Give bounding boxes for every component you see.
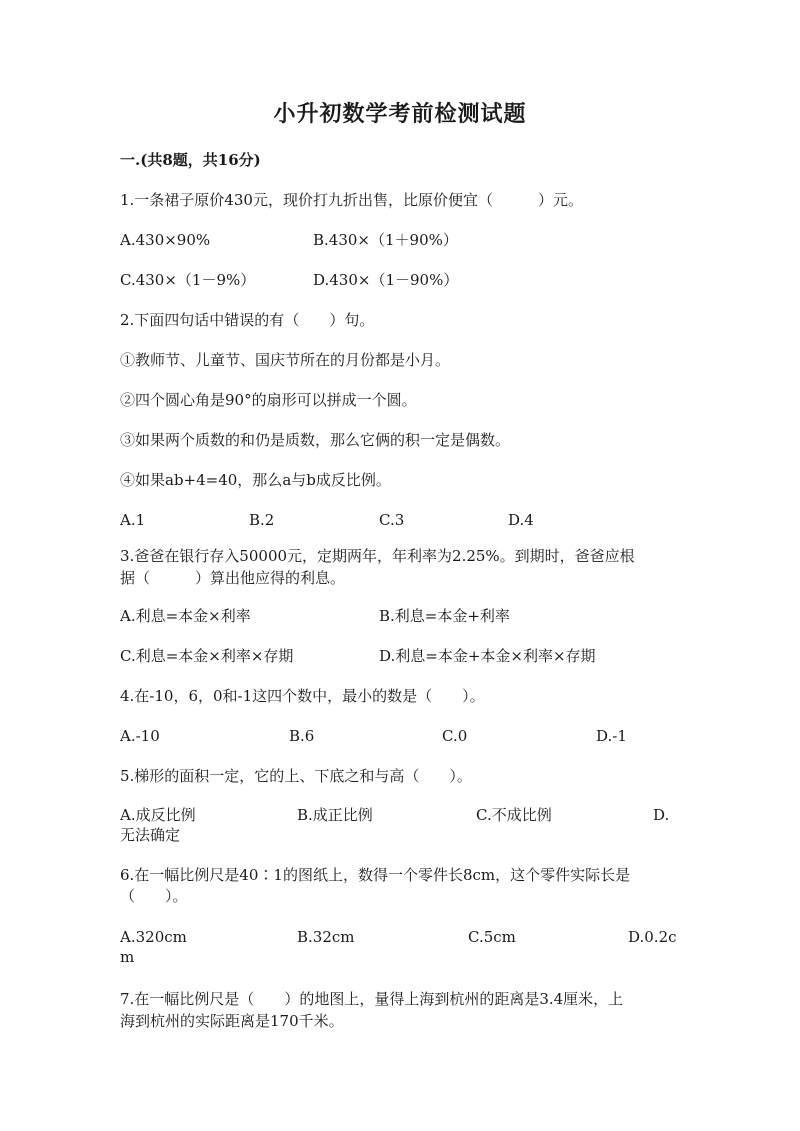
- q3-option-a: A.利息=本金×利率: [120, 607, 251, 625]
- q6-option-d-continued: m: [120, 948, 135, 966]
- q5-option-d: D.: [653, 806, 670, 824]
- q1-option-d: D.430×（1－90%）: [313, 271, 459, 289]
- q4-option-a: A.-10: [120, 727, 160, 745]
- q2-statement-4: ④如果ab+4=40，那么a与b成反比例。: [120, 471, 391, 489]
- q4-option-b: B.6: [289, 727, 315, 745]
- q6-option-a: A.320cm: [120, 928, 187, 946]
- q1-option-b: B.430×（1＋90%）: [313, 231, 458, 249]
- q5-option-d-continued: 无法确定: [120, 826, 181, 844]
- q4-option-d: D.-1: [596, 727, 627, 745]
- question-6-stem-line1: 6.在一幅比例尺是40∶1的图纸上，数得一个零件长8cm，这个零件实际长是: [120, 866, 631, 884]
- question-7-stem-line2: 海到杭州的实际距离是170千米。: [120, 1012, 344, 1030]
- q5-option-c: C.不成比例: [476, 806, 552, 824]
- q3-option-d: D.利息=本金+本金×利率×存期: [379, 647, 596, 665]
- page-title: 小升初数学考前检测试题: [273, 101, 527, 127]
- q2-statement-2: ②四个圆心角是90°的扇形可以拼成一个圆。: [120, 391, 417, 409]
- q2-option-d: D.4: [508, 511, 534, 529]
- question-5-stem: 5.梯形的面积一定，它的上、下底之和与高（ ）。: [120, 767, 472, 785]
- q6-option-c: C.5cm: [468, 928, 516, 946]
- q3-option-c: C.利息=本金×利率×存期: [120, 647, 294, 665]
- question-7-stem-line1: 7.在一幅比例尺是（ ）的地图上，量得上海到杭州的距离是3.4厘米，上: [120, 990, 624, 1008]
- q5-option-b: B.成正比例: [297, 806, 373, 824]
- q1-option-a: A.430×90%: [120, 231, 211, 249]
- question-3-stem-line2: 据（ ）算出他应得的利息。: [120, 569, 346, 587]
- q2-option-c: C.3: [379, 511, 405, 529]
- q5-option-a: A.成反比例: [120, 806, 196, 824]
- q2-statement-1: ①教师节、儿童节、国庆节所在的月份都是小月。: [120, 351, 451, 369]
- q1-option-c: C.430×（1－9%）: [120, 271, 256, 289]
- q2-statement-3: ③如果两个质数的和仍是质数，那么它俩的积一定是偶数。: [120, 431, 511, 449]
- question-2-stem: 2.下面四句话中错误的有（ ）句。: [120, 311, 375, 329]
- q4-option-c: C.0: [442, 727, 468, 745]
- q2-option-a: A.1: [120, 511, 146, 529]
- q3-option-b: B.利息=本金+利率: [379, 607, 510, 625]
- q6-option-b: B.32cm: [297, 928, 355, 946]
- question-6-stem-line2: （ ）。: [120, 887, 188, 905]
- q2-option-b: B.2: [249, 511, 275, 529]
- question-3-stem-line1: 3.爸爸在银行存入50000元，定期两年，年利率为2.25%。到期时，爸爸应根: [120, 547, 635, 565]
- question-4-stem: 4.在-10，6，0和-1这四个数中，最小的数是（ ）。: [120, 687, 485, 705]
- section-heading: 一.(共8题，共16分): [120, 151, 261, 169]
- question-1-stem: 1.一条裙子原价430元，现价打九折出售，比原价便宜（ ）元。: [120, 191, 583, 209]
- q6-option-d: D.0.2c: [628, 928, 677, 946]
